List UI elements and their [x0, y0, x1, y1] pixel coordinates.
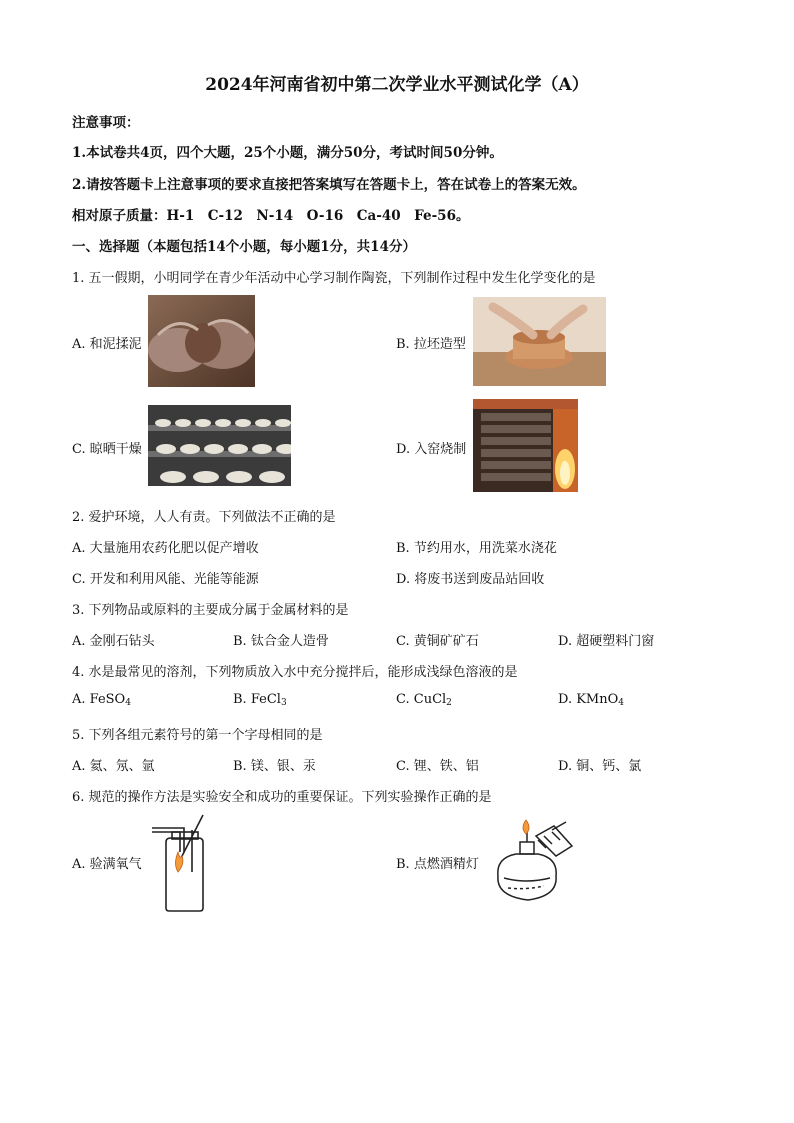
question-4-option-c: C. CuCl$_2$	[396, 692, 452, 708]
question-3-option-b: B. 钛合金人造骨	[233, 634, 329, 649]
question-5-option-d: D. 铜、钙、氯	[558, 759, 642, 774]
drying-bowls-photo	[148, 405, 291, 486]
question-5-option-a: A. 氦、氖、氩	[72, 759, 155, 774]
question-4-option-b: B. FeCl$_3$	[233, 692, 287, 708]
question-6-option-a: A. 验满氧气	[72, 857, 142, 872]
question-3-stem: 3. 下列物品或原料的主要成分属于金属材料的是	[72, 603, 349, 618]
notes-item-1: 1.本试卷共4页，四个大题，25个小题，满分50分，考试时间50分钟。	[72, 145, 503, 161]
question-6-stem: 6. 规范的操作方法是实验安全和成功的重要保证。下列实验操作正确的是	[72, 790, 492, 805]
question-1-option-d: D. 入窑烧制	[396, 442, 467, 457]
alcohol-lamp-diagram	[486, 818, 576, 904]
question-2-option-a: A. 大量施用农药化肥以促产增收	[72, 541, 259, 556]
question-4-stem: 4. 水是最常见的溶剂，下列物质放入水中充分搅拌后，能形成浅绿色溶液的是	[72, 665, 518, 680]
kiln-firing-photo	[473, 399, 578, 492]
oxygen-test-diagram	[148, 812, 210, 912]
question-2-stem: 2. 爱护环境，人人有责。下列做法不正确的是	[72, 510, 336, 525]
question-4-option-a: A. FeSO$_4$	[72, 692, 131, 708]
pottery-wheel-photo	[473, 297, 606, 386]
notes-item-2: 2.请按答题卡上注意事项的要求直接把答案填写在答题卡上，答在试卷上的答案无效。	[72, 177, 586, 193]
question-3-option-d: D. 超硬塑料门窗	[558, 634, 655, 649]
page-title: 2024年河南省初中第二次学业水平测试化学（A）	[205, 75, 589, 95]
question-1-option-c: C. 晾晒干燥	[72, 442, 142, 457]
notes-heading: 注意事项：	[72, 115, 140, 131]
question-5-stem: 5. 下列各组元素符号的第一个字母相同的是	[72, 728, 323, 743]
question-1-option-b: B. 拉坯造型	[396, 337, 466, 352]
question-1-option-a: A. 和泥揉泥	[72, 337, 142, 352]
question-5-option-b: B. 镁、银、汞	[233, 759, 316, 774]
question-5-option-c: C. 锂、铁、铝	[396, 759, 479, 774]
question-4-option-d: D. KMnO$_4$	[558, 692, 625, 708]
question-2-option-b: B. 节约用水，用洗菜水浇花	[396, 541, 557, 556]
question-2-option-c: C. 开发和利用风能、光能等能源	[72, 572, 259, 587]
clay-kneading-photo	[148, 295, 255, 387]
question-3-option-a: A. 金刚石钻头	[72, 634, 155, 649]
question-2-option-d: D. 将废书送到废品站回收	[396, 572, 545, 587]
atomic-mass-line: 相对原子质量：H-1 C-12 N-14 O-16 Ca-40 Fe-56。	[72, 208, 470, 224]
question-1-stem: 1. 五一假期，小明同学在青少年活动中心学习制作陶瓷，下列制作过程中发生化学变化的是	[72, 271, 596, 286]
question-3-option-c: C. 黄铜矿矿石	[396, 634, 479, 649]
section1-heading: 一、选择题（本题包括14个小题，每小题1分，共14分）	[72, 239, 416, 255]
question-6-option-b: B. 点燃酒精灯	[396, 857, 479, 872]
